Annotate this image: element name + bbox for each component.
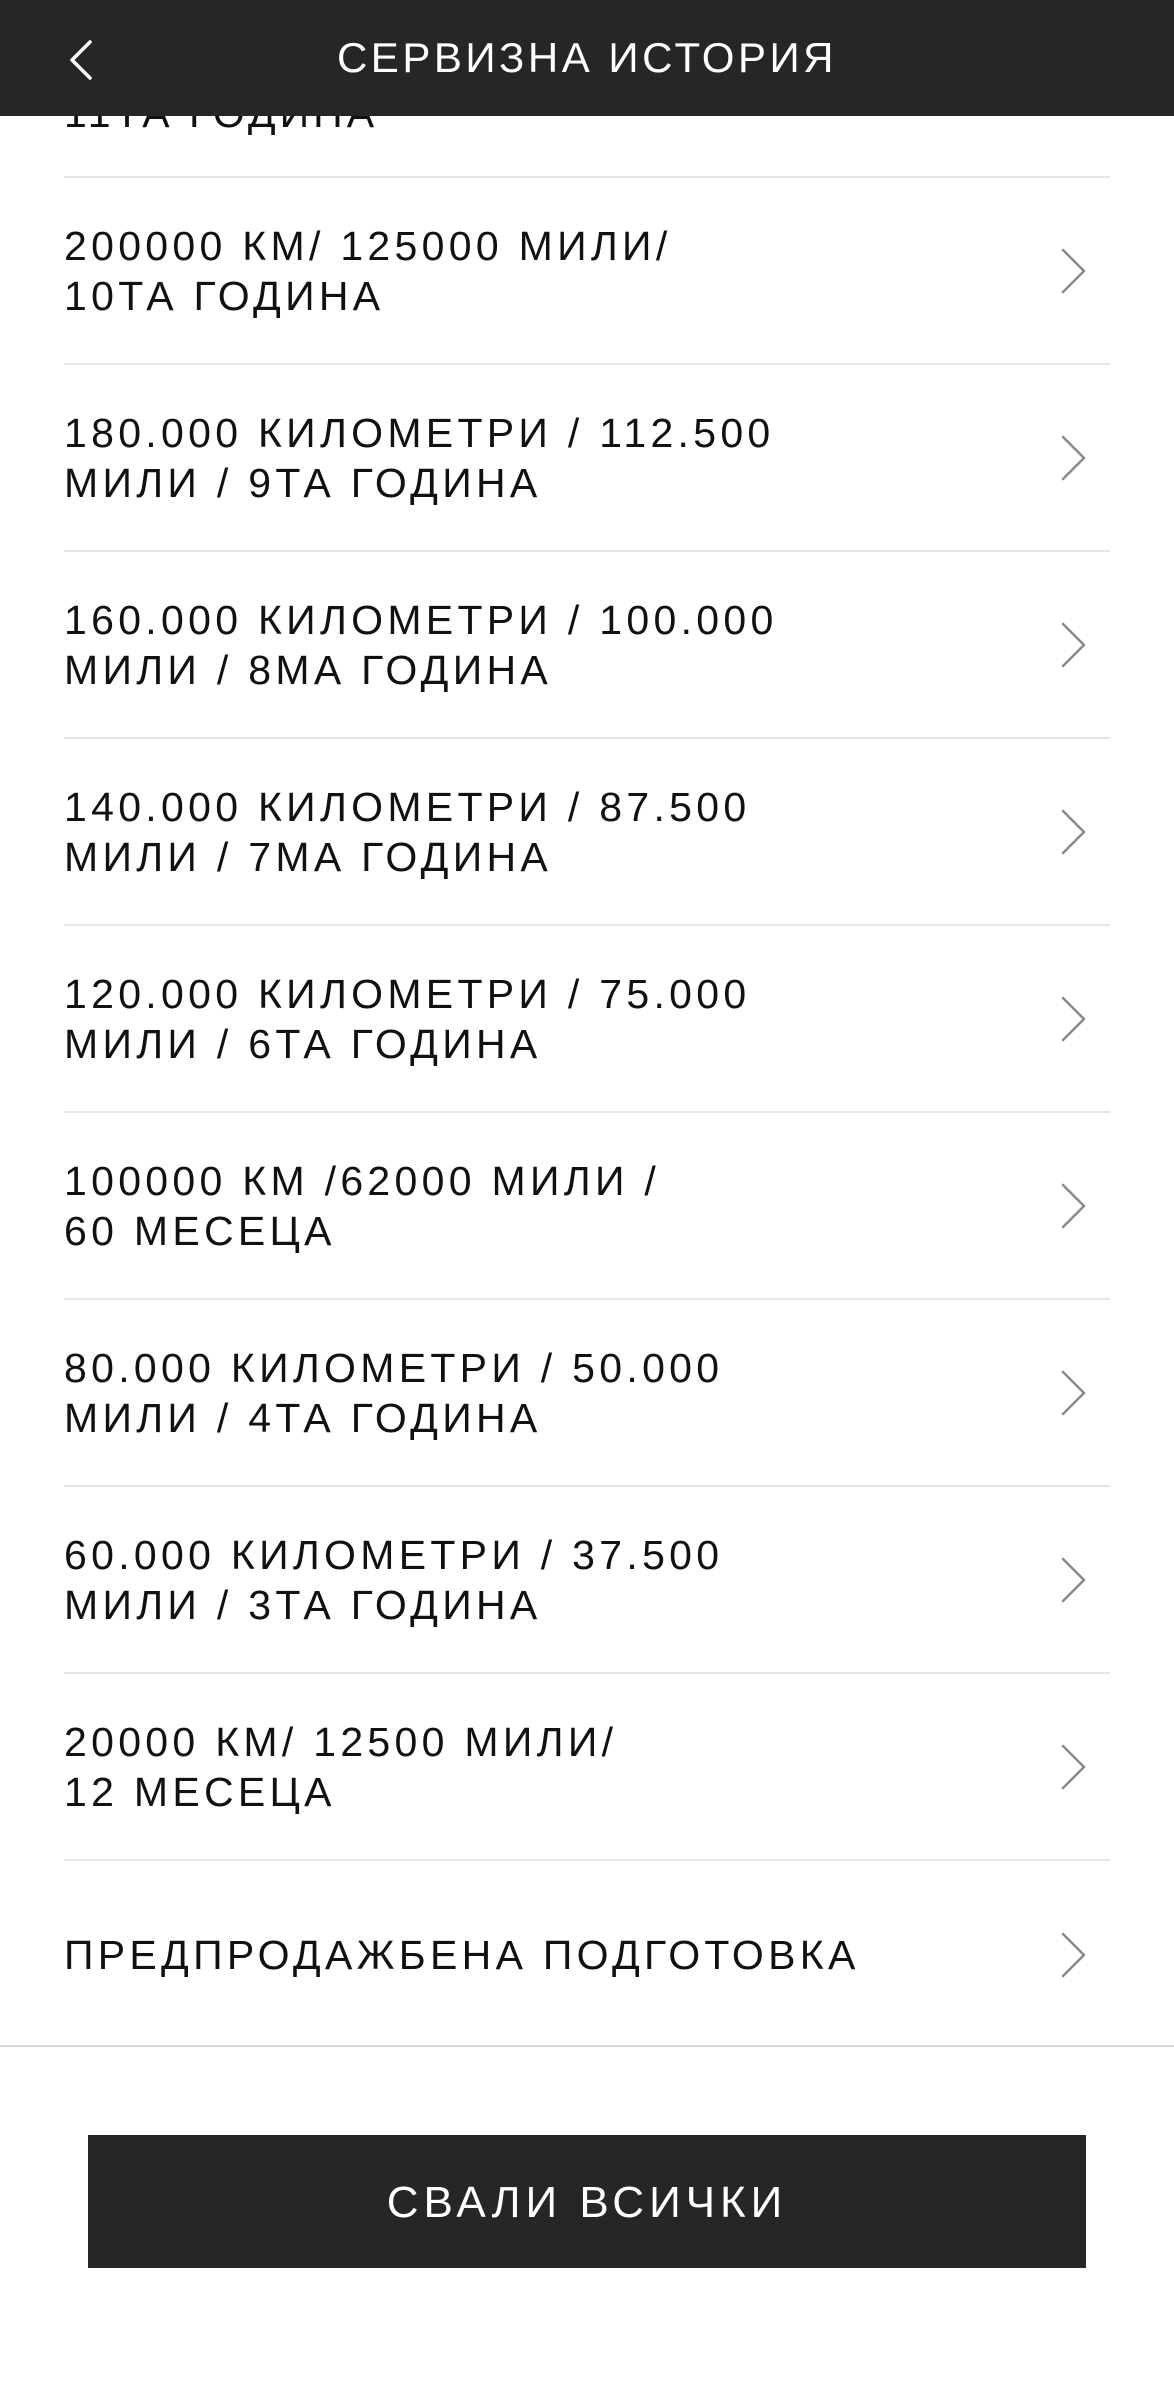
list-item-label: 160.000 КИЛОМЕТРИ / 100.000 МИЛИ / 8МА ГОДИНА [64,596,778,693]
list-item[interactable] [64,178,1110,365]
chevron-right-icon [1058,434,1088,482]
list-item-label: 120.000 КИЛОМЕТРИ / 75.000 МИЛИ / 6ТА ГОДИНА [64,970,751,1067]
list-item[interactable] [64,926,1110,1113]
chevron-right-icon [1058,808,1088,856]
chevron-right-icon [1058,621,1088,669]
list-item-label: 200000 КМ/ 125000 МИЛИ/ 10ТА ГОДИНА [64,222,672,319]
list-item[interactable] [64,365,1110,552]
list-item[interactable] [64,1113,1110,1300]
list-item[interactable] [64,552,1110,739]
list-item[interactable] [64,1300,1110,1487]
list-item[interactable] [64,1861,1110,2048]
chevron-right-icon [1058,1556,1088,1604]
chevron-right-icon [1058,1369,1088,1417]
list-item[interactable] [64,739,1110,926]
list-item-label: 180.000 КИЛОМЕТРИ / 112.500 МИЛИ / 9ТА ГОДИНА [64,409,775,506]
page-title: СЕРВИЗНА ИСТОРИЯ [336,34,838,81]
list-item-label: 20000 КМ/ 12500 МИЛИ/ 12 МЕСЕЦА [64,1718,618,1815]
list-item[interactable] [64,1674,1110,1861]
list-item-label: 60.000 КИЛОМЕТРИ / 37.500 МИЛИ / 3ТА ГОДИНА [64,1531,724,1628]
service-items [64,178,1110,2048]
chevron-right-icon [1058,247,1088,295]
chevron-right-icon [1058,1182,1088,1230]
top-app-bar [0,0,1174,116]
list-item-label: 80.000 КИЛОМЕТРИ / 50.000 МИЛИ / 4ТА ГОДИНА [64,1344,724,1441]
list-item-label: 140.000 КИЛОМЕТРИ / 87.500 МИЛИ / 7МА ГОДИНА [64,783,751,880]
chevron-right-icon [1058,995,1088,1043]
list-item[interactable] [64,1487,1110,1674]
list-item-label: ПРЕДПРОДАЖБЕНА ПОДГОТОВКА [64,1931,860,1978]
download-all-button[interactable]: СВАЛИ ВСИЧКИ [88,2135,1086,2268]
list-item-label: 100000 КМ /62000 МИЛИ / 60 МЕСЕЦА [64,1157,661,1254]
chevron-right-icon [1058,1743,1088,1791]
chevron-right-icon [1058,1931,1088,1979]
